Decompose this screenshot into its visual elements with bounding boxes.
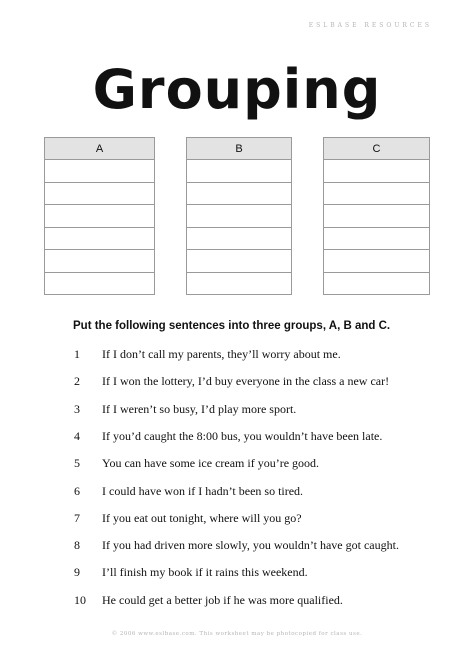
group-b-cell[interactable] <box>187 182 292 205</box>
group-b-header: B <box>187 138 292 160</box>
group-c-header: C <box>324 138 430 160</box>
sentence-item <box>0 399 474 419</box>
group-b-cell[interactable] <box>187 272 292 295</box>
sentence-text: You can have some ice cream if you’re good. <box>102 456 320 471</box>
sentence-number: 10 <box>74 592 86 607</box>
footer-copyright: © 2006 www.eslbase.com. This worksheet may be photocopied for class use. <box>111 631 363 637</box>
group-a-cell[interactable] <box>45 272 155 295</box>
sentence-text: If I weren’t so busy, I’d play more sport. <box>102 401 297 416</box>
group-a-header: A <box>45 138 155 160</box>
group-c-cell[interactable] <box>324 272 430 295</box>
sentence-text: He could get a better job if he was more qualified. <box>102 592 343 607</box>
sentence-item <box>0 344 474 364</box>
group-a-cell[interactable] <box>45 250 155 273</box>
sentence-text: If I don’t call my parents, they’ll worry about me. <box>102 347 341 361</box>
sentence-text: If I won the lottery, I’d buy everyone in the class a new car! <box>102 374 390 389</box>
sentence-item <box>0 371 474 391</box>
sentence-number: 5 <box>74 456 80 471</box>
sentence-number: 8 <box>74 538 80 553</box>
sentence-number: 9 <box>74 565 80 580</box>
sentence-item <box>0 481 474 501</box>
group-a-cell[interactable] <box>45 160 155 183</box>
group-c-table <box>323 137 430 295</box>
sentence-text: I’ll finish my book if it rains this weekend. <box>102 565 308 580</box>
group-b-cell[interactable] <box>187 160 292 183</box>
group-c-cell[interactable] <box>324 182 430 205</box>
sentence-text: If you eat out tonight, where will you go? <box>102 510 302 525</box>
sentence-item <box>0 508 474 528</box>
page-title: Grouping <box>92 58 382 121</box>
instruction-text: Put the following sentences into three groups, A, B and C. <box>73 320 391 332</box>
brand-header: ESLBASE RESOURCES <box>308 22 432 29</box>
sentence-number: 3 <box>74 401 80 416</box>
sentence-item <box>0 453 474 473</box>
group-b-table <box>186 137 292 295</box>
sentence-number: 7 <box>74 510 80 525</box>
group-c-cell[interactable] <box>324 250 430 273</box>
group-c-cell[interactable] <box>324 160 430 183</box>
sentence-text: If you had driven more slowly, you wouldn’t have got caught. <box>102 538 399 553</box>
group-c-cell[interactable] <box>324 227 430 250</box>
group-a-cell[interactable] <box>45 227 155 250</box>
group-b-cell[interactable] <box>187 250 292 273</box>
sentence-item <box>0 426 474 446</box>
sentence-text: I could have won if I hadn’t been so tired. <box>102 483 304 498</box>
sentence-item <box>0 535 474 555</box>
sentence-item <box>0 562 474 582</box>
sentence-number: 4 <box>74 428 80 443</box>
sentence-number: 1 <box>74 347 80 361</box>
sentence-number: 2 <box>74 374 80 389</box>
group-c-cell[interactable] <box>324 205 430 228</box>
sentence-text: If you’d caught the 8:00 bus, you wouldn’t have been late. <box>102 428 383 443</box>
group-a-cell[interactable] <box>45 182 155 205</box>
group-a-table <box>44 137 155 295</box>
sentence-item <box>0 590 474 610</box>
sentence-number: 6 <box>74 483 80 498</box>
group-b-cell[interactable] <box>187 205 292 228</box>
group-a-cell[interactable] <box>45 205 155 228</box>
group-b-cell[interactable] <box>187 227 292 250</box>
